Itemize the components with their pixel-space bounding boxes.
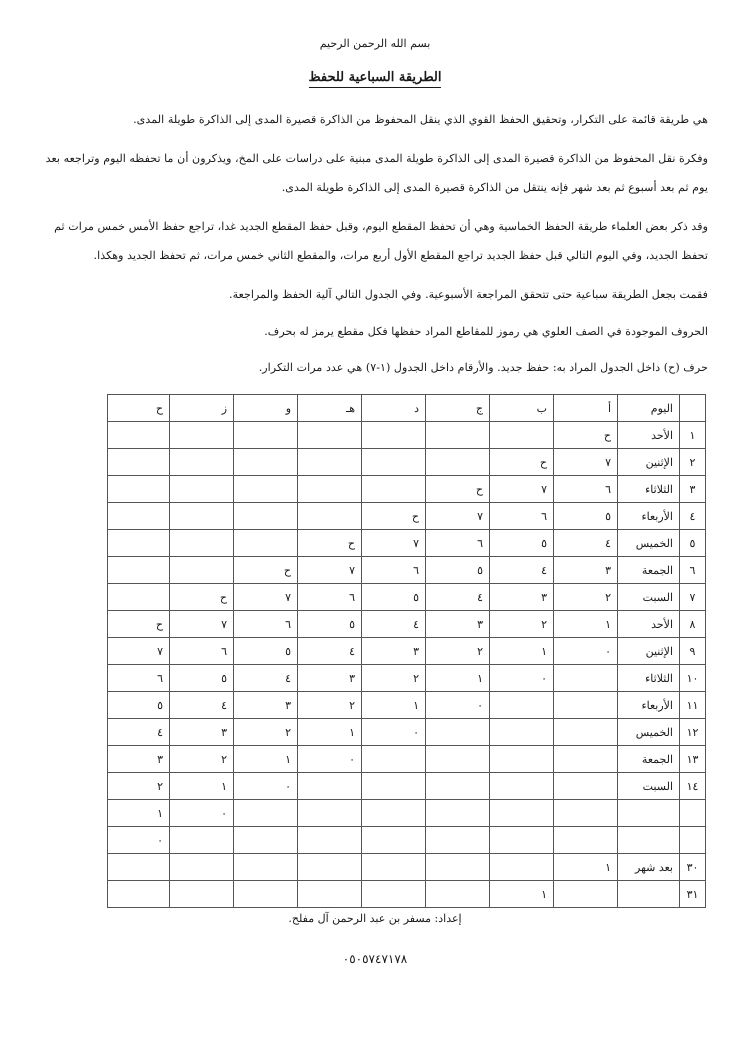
row-number-cell: ٣١ (680, 881, 706, 908)
repetition-cell: ٤ (234, 665, 298, 692)
repetition-cell: ١ (170, 773, 234, 800)
repetition-cell: ٧ (298, 557, 362, 584)
repetition-cell (490, 827, 554, 854)
basmala: بسم الله الرحمن الرحيم (319, 37, 431, 50)
repetition-cell: ٠ (490, 665, 554, 692)
repetition-cell (426, 827, 490, 854)
repetition-cell (298, 503, 362, 530)
repetition-cell: ٣ (170, 719, 234, 746)
repetition-cell: ١ (554, 611, 618, 638)
table-row (108, 719, 706, 746)
repetition-cell (108, 557, 170, 584)
day-name-cell: بعد شهر (618, 854, 680, 881)
repetition-cell: ٢ (490, 611, 554, 638)
repetition-cell: ٥ (362, 584, 426, 611)
repetition-cell (170, 476, 234, 503)
repetition-cell: ١ (234, 746, 298, 773)
repetition-cell (490, 422, 554, 449)
header-segment-cell: ح (108, 395, 170, 422)
title-text: الطريقة السباعية للحفظ (309, 70, 442, 88)
row-number-cell: ٨ (680, 611, 706, 638)
repetition-cell (108, 503, 170, 530)
header-number-cell (680, 395, 706, 422)
header-segment-cell: أ (554, 395, 618, 422)
header-segment-cell: هـ (298, 395, 362, 422)
repetition-cell (298, 773, 362, 800)
day-name-cell: السبت (618, 584, 680, 611)
table-row (108, 827, 706, 854)
day-name-cell: الأحد (618, 611, 680, 638)
repetition-cell: ٢ (554, 584, 618, 611)
repetition-cell: ح (426, 476, 490, 503)
document-title (0, 70, 750, 85)
table-row (108, 638, 706, 665)
repetition-cell: ٧ (170, 611, 234, 638)
repetition-cell: ٤ (554, 530, 618, 557)
repetition-cell (554, 881, 618, 908)
repetition-cell (234, 854, 298, 881)
repetition-cell (426, 773, 490, 800)
table-row (108, 476, 706, 503)
repetition-cell: ٣ (554, 557, 618, 584)
repetition-cell (108, 584, 170, 611)
row-number-cell: ٢ (680, 449, 706, 476)
repetition-cell (426, 854, 490, 881)
repetition-cell: ٠ (362, 719, 426, 746)
repetition-cell (298, 881, 362, 908)
row-number-cell: ٣٠ (680, 854, 706, 881)
repetition-cell: ٣ (298, 665, 362, 692)
row-number-cell: ٩ (680, 638, 706, 665)
day-name-cell: السبت (618, 773, 680, 800)
repetition-cell (426, 746, 490, 773)
repetition-cell (170, 503, 234, 530)
repetition-cell: ٦ (108, 665, 170, 692)
repetition-cell (490, 746, 554, 773)
repetition-cell (426, 719, 490, 746)
header-segment-cell: و (234, 395, 298, 422)
repetition-cell: ٦ (298, 584, 362, 611)
repetition-cell (170, 854, 234, 881)
repetition-cell: ٠ (234, 773, 298, 800)
repetition-cell (490, 692, 554, 719)
row-number-cell: ٣ (680, 476, 706, 503)
paragraph-intro: هي طريقة قائمة على التكرار، وتحقيق الحفظ القوي الذي ينقل المحفوظ من الذاكرة قصيرة المدى إلى الذاكرة طويلة المدى. (133, 113, 708, 126)
paragraph-five-method: وقد ذكر بعض العلماء طريقة الحفظ الخماسية وهي أن تحفظ المقطع اليوم، وقبل حفظ المقطع الجديد غدا، تراجع حفظ الأمس خمس مرات ثم تحفظ الجديد، وفي اليوم التالي قبل حفظ الجديد تراجع المقطع الأول أربع مرات، والمقطع الثاني خمس مرات، ثم تحفظ الجديد وهكذا. (54, 220, 708, 262)
repetition-cell: ٤ (362, 611, 426, 638)
repetition-cell (362, 800, 426, 827)
repetition-cell: ٦ (170, 638, 234, 665)
repetition-cell (554, 746, 618, 773)
repetition-cell (234, 827, 298, 854)
repetition-cell (490, 854, 554, 881)
repetition-cell: ٦ (490, 503, 554, 530)
table-header-row (108, 395, 706, 422)
repetition-cell (108, 449, 170, 476)
repetition-cell: ٠ (298, 746, 362, 773)
repetition-cell (426, 449, 490, 476)
repetition-cell (298, 422, 362, 449)
repetition-cell: ٣ (234, 692, 298, 719)
table-row (108, 584, 706, 611)
repetition-cell (554, 827, 618, 854)
day-name-cell: الخميس (618, 719, 680, 746)
day-name-cell: الأربعاء (618, 692, 680, 719)
repetition-cell (170, 449, 234, 476)
repetition-cell (554, 773, 618, 800)
repetition-cell: ٤ (426, 584, 490, 611)
repetition-cell (554, 800, 618, 827)
paragraph-seven-method: فقمت بجعل الطريقة سباعية حتى تتحقق المراجعة الأسبوعية. وفي الجدول التالي آلية الحفظ والمراجعة. (229, 288, 708, 301)
repetition-cell: ٦ (362, 557, 426, 584)
repetition-cell (170, 881, 234, 908)
row-number-cell: ١٠ (680, 665, 706, 692)
repetition-cell (170, 530, 234, 557)
table-row (108, 557, 706, 584)
header-segment-cell: ب (490, 395, 554, 422)
repetition-cell: ١ (490, 638, 554, 665)
repetition-cell: ٢ (426, 638, 490, 665)
repetition-cell: ح (170, 584, 234, 611)
day-name-cell: الأحد (618, 422, 680, 449)
repetition-cell: ٢ (108, 773, 170, 800)
repetition-cell (426, 881, 490, 908)
repetition-cell: ٧ (490, 476, 554, 503)
row-number-cell: ١٢ (680, 719, 706, 746)
repetition-cell (298, 854, 362, 881)
row-number-cell: ١ (680, 422, 706, 449)
repetition-cell (234, 449, 298, 476)
repetition-cell (108, 476, 170, 503)
repetition-cell (490, 773, 554, 800)
row-number-cell: ٧ (680, 584, 706, 611)
repetition-cell (108, 530, 170, 557)
repetition-cell: ٧ (362, 530, 426, 557)
repetition-cell (554, 692, 618, 719)
row-number-cell: ٤ (680, 503, 706, 530)
table-row (108, 881, 706, 908)
repetition-cell (234, 800, 298, 827)
table-row (108, 854, 706, 881)
day-name-cell: الجمعة (618, 557, 680, 584)
repetition-cell: ٤ (170, 692, 234, 719)
repetition-cell: ٠ (108, 827, 170, 854)
repetition-cell (362, 854, 426, 881)
row-number-cell (680, 800, 706, 827)
repetition-cell: ٠ (170, 800, 234, 827)
repetition-cell: ١ (554, 854, 618, 881)
header-segment-cell: ز (170, 395, 234, 422)
repetition-cell (108, 881, 170, 908)
repetition-cell (298, 827, 362, 854)
repetition-cell: ١ (108, 800, 170, 827)
repetition-cell (362, 449, 426, 476)
table-row (108, 773, 706, 800)
repetition-cell: ٣ (426, 611, 490, 638)
repetition-cell (170, 557, 234, 584)
repetition-cell: ٢ (362, 665, 426, 692)
table-row (108, 692, 706, 719)
repetition-cell (426, 422, 490, 449)
repetition-cell: ٥ (298, 611, 362, 638)
repetition-cell: ٢ (170, 746, 234, 773)
day-name-cell: الجمعة (618, 746, 680, 773)
day-name-cell: الأربعاء (618, 503, 680, 530)
repetition-cell: ٥ (554, 503, 618, 530)
repetition-cell (554, 719, 618, 746)
repetition-cell (490, 800, 554, 827)
table-row (108, 530, 706, 557)
repetition-cell: ٥ (170, 665, 234, 692)
repetition-cell (170, 827, 234, 854)
repetition-cell (234, 476, 298, 503)
day-name-cell (618, 881, 680, 908)
row-number-cell: ١١ (680, 692, 706, 719)
repetition-cell: ٧ (234, 584, 298, 611)
repetition-cell (554, 665, 618, 692)
repetition-cell (108, 422, 170, 449)
repetition-cell: ٤ (298, 638, 362, 665)
repetition-cell: ٤ (490, 557, 554, 584)
repetition-cell: ٥ (234, 638, 298, 665)
repetition-cell: ١ (426, 665, 490, 692)
repetition-cell (362, 881, 426, 908)
repetition-cell: ح (490, 449, 554, 476)
repetition-cell: ٧ (108, 638, 170, 665)
repetition-cell: ٠ (554, 638, 618, 665)
repetition-cell: ٣ (362, 638, 426, 665)
repetition-cell: ٥ (108, 692, 170, 719)
schedule-table (107, 394, 706, 908)
day-name-cell: الثلاثاء (618, 665, 680, 692)
repetition-cell: ١ (362, 692, 426, 719)
repetition-cell: ح (554, 422, 618, 449)
repetition-cell (490, 719, 554, 746)
repetition-cell (298, 449, 362, 476)
repetition-cell (298, 800, 362, 827)
row-number-cell: ١٣ (680, 746, 706, 773)
row-number-cell: ٥ (680, 530, 706, 557)
repetition-cell (362, 773, 426, 800)
repetition-cell: ٣ (108, 746, 170, 773)
day-name-cell: الخميس (618, 530, 680, 557)
day-name-cell: الإثنين (618, 638, 680, 665)
day-name-cell (618, 800, 680, 827)
repetition-cell: ١ (490, 881, 554, 908)
table-row (108, 503, 706, 530)
repetition-cell: ٥ (490, 530, 554, 557)
header-segment-cell: ج (426, 395, 490, 422)
repetition-cell: ٧ (554, 449, 618, 476)
row-number-cell: ٦ (680, 557, 706, 584)
day-name-cell (618, 827, 680, 854)
repetition-cell (362, 746, 426, 773)
repetition-cell: ٢ (234, 719, 298, 746)
paragraph-memory-idea: وفكرة نقل المحفوظ من الذاكرة قصيرة المدى إلى الذاكرة طويلة المدى مبنية على دراسات على المخ، ويذكرون أن ما تحفظه اليوم وتراجعه بعد يوم ثم بعد أسبوع ثم بعد شهر فإنه ينتقل من الذاكرة قصيرة المدى إلى الذاكرة طويلة المدى. (45, 152, 708, 194)
repetition-cell: ٢ (298, 692, 362, 719)
repetition-cell: ٦ (426, 530, 490, 557)
header-segment-cell: د (362, 395, 426, 422)
repetition-cell (234, 503, 298, 530)
author-credit: إعداد: مسفر بن عبد الرحمن آل مفلح. (288, 912, 462, 925)
table-row (108, 800, 706, 827)
day-name-cell: الإثنين (618, 449, 680, 476)
repetition-cell: ١ (298, 719, 362, 746)
phone-number: ٠٥٠٥٧٤٧١٧٨ (342, 952, 408, 966)
repetition-cell: ٤ (108, 719, 170, 746)
repetition-cell: ٧ (426, 503, 490, 530)
table-row (108, 665, 706, 692)
repetition-cell: ٥ (426, 557, 490, 584)
repetition-cell (426, 800, 490, 827)
day-name-cell: الثلاثاء (618, 476, 680, 503)
repetition-cell (362, 422, 426, 449)
repetition-cell: ح (108, 611, 170, 638)
repetition-cell (234, 530, 298, 557)
repetition-cell (362, 476, 426, 503)
table-row (108, 422, 706, 449)
table-row (108, 611, 706, 638)
table-row (108, 449, 706, 476)
repetition-cell (234, 422, 298, 449)
repetition-cell: ح (234, 557, 298, 584)
repetition-cell: ٣ (490, 584, 554, 611)
repetition-cell: ح (298, 530, 362, 557)
repetition-cell: ٠ (426, 692, 490, 719)
repetition-cell: ح (362, 503, 426, 530)
row-number-cell: ١٤ (680, 773, 706, 800)
paragraph-letters-note: الحروف الموجودة في الصف العلوي هي رموز للمقاطع المراد حفظها فكل مقطع يرمز له بحرف. (264, 325, 708, 338)
table-row (108, 746, 706, 773)
repetition-cell (108, 854, 170, 881)
header-day-cell: اليوم (618, 395, 680, 422)
repetition-cell: ٦ (234, 611, 298, 638)
row-number-cell (680, 827, 706, 854)
repetition-cell: ٦ (554, 476, 618, 503)
repetition-cell (298, 476, 362, 503)
repetition-cell (362, 827, 426, 854)
paragraph-legend-note: حرف (ح) داخل الجدول المراد به: حفظ جديد. والأرقام داخل الجدول (١-٧) هي عدد مرات التكرار. (258, 361, 708, 374)
repetition-cell (170, 422, 234, 449)
repetition-cell (234, 881, 298, 908)
